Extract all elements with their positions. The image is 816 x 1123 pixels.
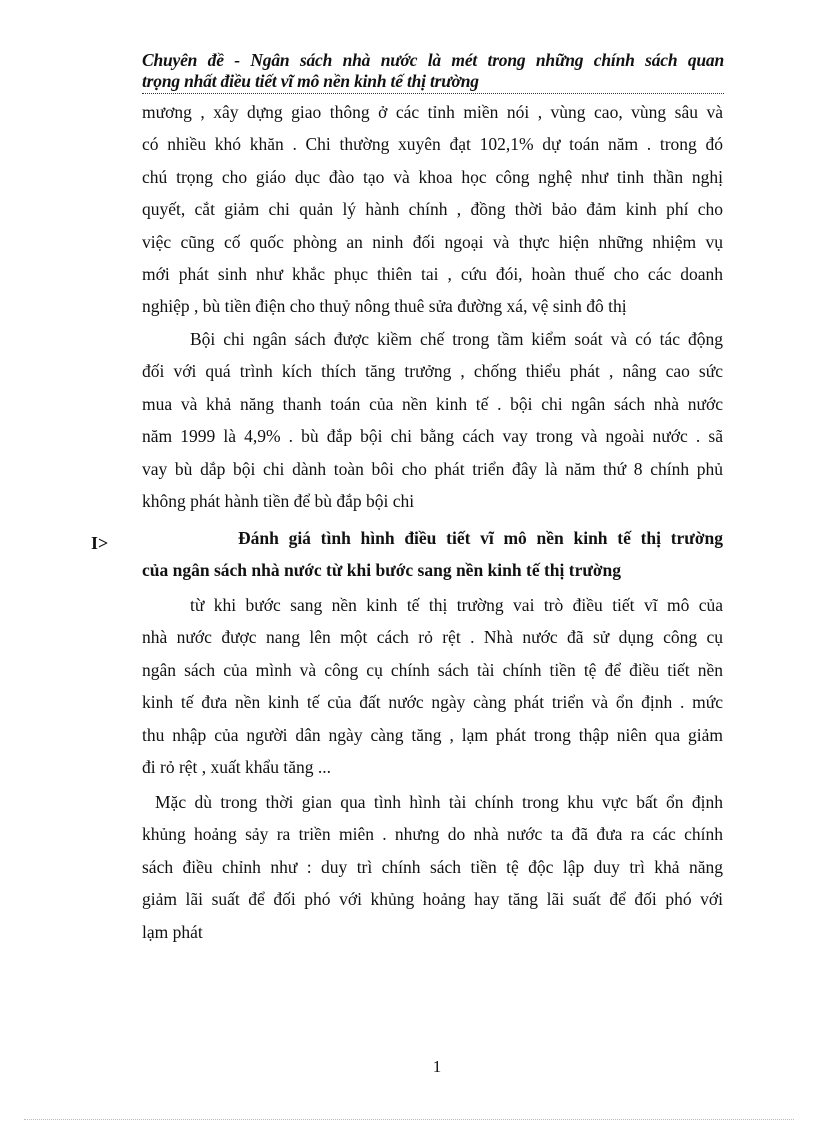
paragraph-line: vay bù dắp bội chi dành toàn bôi cho phát triển đây là năm thứ 8 chính phủ xyxy=(142,458,723,479)
paragraph-line: Bội chi ngân sách được kiềm chế trong tầm kiểm soát và có tác động xyxy=(190,329,723,349)
section-heading-line-2: của ngân sách nhà nước từ khi bước sang nền kinh tế thị trường xyxy=(142,560,622,580)
paragraph-line: sách điều chỉnh như : duy trì chính sách tiền tệ độc lập duy trì khả năng xyxy=(142,856,723,877)
paragraph-line: lạm phát xyxy=(142,921,203,942)
paragraph-line: đối với quá trình kích thích tăng trưởng , chống thiểu phát , nâng cao sức xyxy=(142,361,723,382)
section-number: I> xyxy=(91,533,109,553)
footer-divider xyxy=(24,1119,794,1120)
paragraph-line: từ khi bước sang nền kinh tế thị trường vai trò điều tiết vĩ mô của xyxy=(190,595,723,615)
paragraph-4 xyxy=(142,786,723,948)
section-heading xyxy=(142,522,723,586)
paragraph-line: không phát hành tiền để bù đắp bội chi xyxy=(142,491,415,512)
paragraph-line: ngân sách của mình và công cụ chính sách tài chính tiền tệ để điều tiết nền xyxy=(142,659,723,680)
paragraph-line: khủng hoảng sảy ra triền miên . nhưng do nhà nước ta đã đưa ra các chính xyxy=(142,824,723,845)
paragraph-line: mới phát sinh như khắc phục thiên tai , cứu đói, hoàn thuế cho các doanh xyxy=(142,264,723,285)
paragraph-line: đi rỏ rệt , xuất khẩu tăng ... xyxy=(142,757,332,778)
paragraph-line: thu nhập của người dân ngày càng tăng , lạm phát trong thập niên qua giảm xyxy=(142,724,723,745)
paragraph-line: mua và khả năng thanh toán của nền kinh tế . bội chi ngân sách nhà nước xyxy=(142,393,723,414)
header-line-1: Chuyên đề - Ngân sách nhà nước là mét trong những chính sách quan xyxy=(142,50,724,70)
page-header xyxy=(142,50,724,94)
section-heading-line-1: Đánh giá tình hình điều tiết vĩ mô nền kinh tế thị trường xyxy=(238,528,723,548)
paragraph-3 xyxy=(142,589,723,783)
paragraph-1 xyxy=(142,96,723,323)
paragraph-line: năm 1999 là 4,9% . bù đắp bội chi bằng cách vay trong và ngoài nước . sã xyxy=(142,426,723,447)
paragraph-2 xyxy=(142,323,723,517)
paragraph-line: quyết, cắt giảm chi quản lý hành chính , đồng thời bảo đảm kinh phí cho xyxy=(142,199,723,220)
paragraph-line: chú trọng cho giáo dục đào tạo và khoa học công nghệ như tinh thần nghị xyxy=(142,166,723,187)
paragraph-line: nhà nước được nang lên một cách rỏ rệt . Nhà nước đã sử dụng công cụ xyxy=(142,627,723,648)
paragraph-line: Mặc dù trong thời gian qua tình hình tài chính trong khu vực bất ổn định xyxy=(155,792,723,812)
paragraph-line: kinh tế đưa nền kinh tế của đất nước ngày càng phát triển và ổn định . mức xyxy=(142,692,723,713)
paragraph-line: việc cũng cố quốc phòng an ninh đối ngoại và thực hiện những nhiệm vụ xyxy=(142,231,723,252)
paragraph-line: nghiệp , bù tiền điện cho thuỷ nông thuê sửa đường xá, vệ sinh đô thị xyxy=(142,296,627,317)
paragraph-line: giảm lãi suất để đối phó với khủng hoảng hay tăng lãi suất để đối phó với xyxy=(142,889,723,910)
page-number: 1 xyxy=(432,1057,442,1076)
paragraph-line: mương , xây dựng giao thông ở các tỉnh miền nói , vùng cao, vùng sâu và xyxy=(142,102,723,122)
paragraph-line: có nhiều khó khăn . Chi thường xuyên đạt 102,1% dự toán năm . trong đó xyxy=(142,134,723,155)
header-line-2: trọng nhất điều tiết vĩ mô nền kinh tế thị trường xyxy=(142,71,479,91)
